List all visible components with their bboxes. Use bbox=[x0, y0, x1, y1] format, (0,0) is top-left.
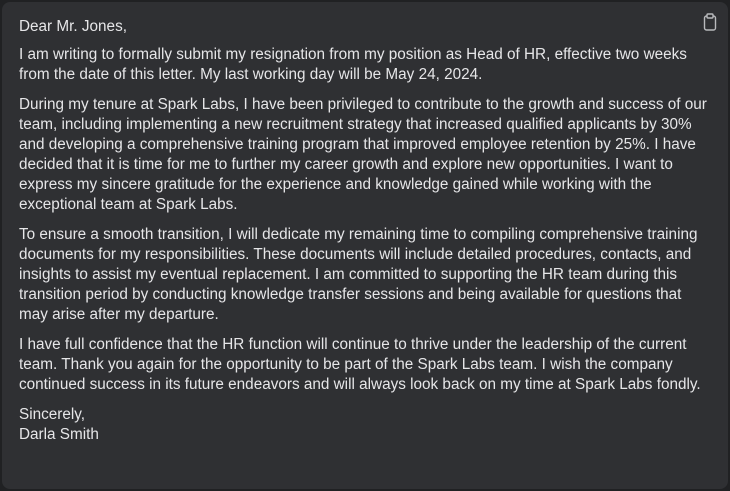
letter-greeting: Dear Mr. Jones, bbox=[19, 18, 127, 35]
letter-paragraph-3: To ensure a smooth transition, I will dedicate my remaining time to compiling comprehensive training documents for my responsibilities. These documents will include detailed procedures, contacts, and insights to assist my eventual replacement. I am committed to supporting the HR team during this transition period by conducting knowledge transfer sessions and being available for questions that may arise after my departure. bbox=[19, 226, 698, 323]
letter-paragraph-2: During my tenure at Spark Labs, I have been privileged to contribute to the growth and success of our team, including implementing a new recruitment strategy that increased qualified applicants by 30% and developing a comprehensive training program that improved employee retention by 25%. I have decided that it is time for me to further my career growth and explore new opportunities. I want to express my sincere gratitude for the experience and knowledge gained while working with the exceptional team at Spark Labs. bbox=[19, 96, 707, 213]
letter-closing: Sincerely, bbox=[19, 406, 86, 423]
letter-signature: Darla Smith bbox=[19, 426, 99, 443]
letter-closing-block bbox=[19, 405, 714, 445]
resignation-letter bbox=[19, 17, 714, 455]
message-panel bbox=[2, 2, 728, 489]
letter-paragraph-4: I have full confidence that the HR function will continue to thrive under the leadership of the current team. Thank you again for the opportunity to be part of the Spark Labs team. I wish the company continued success in its future endeavors and will always look back on my time at Spark Labs fondly. bbox=[19, 336, 701, 393]
letter-paragraph-1: I am writing to formally submit my resignation from my position as Head of HR, effective two weeks from the date of this letter. My last working day will be May 24, 2024. bbox=[19, 46, 687, 83]
